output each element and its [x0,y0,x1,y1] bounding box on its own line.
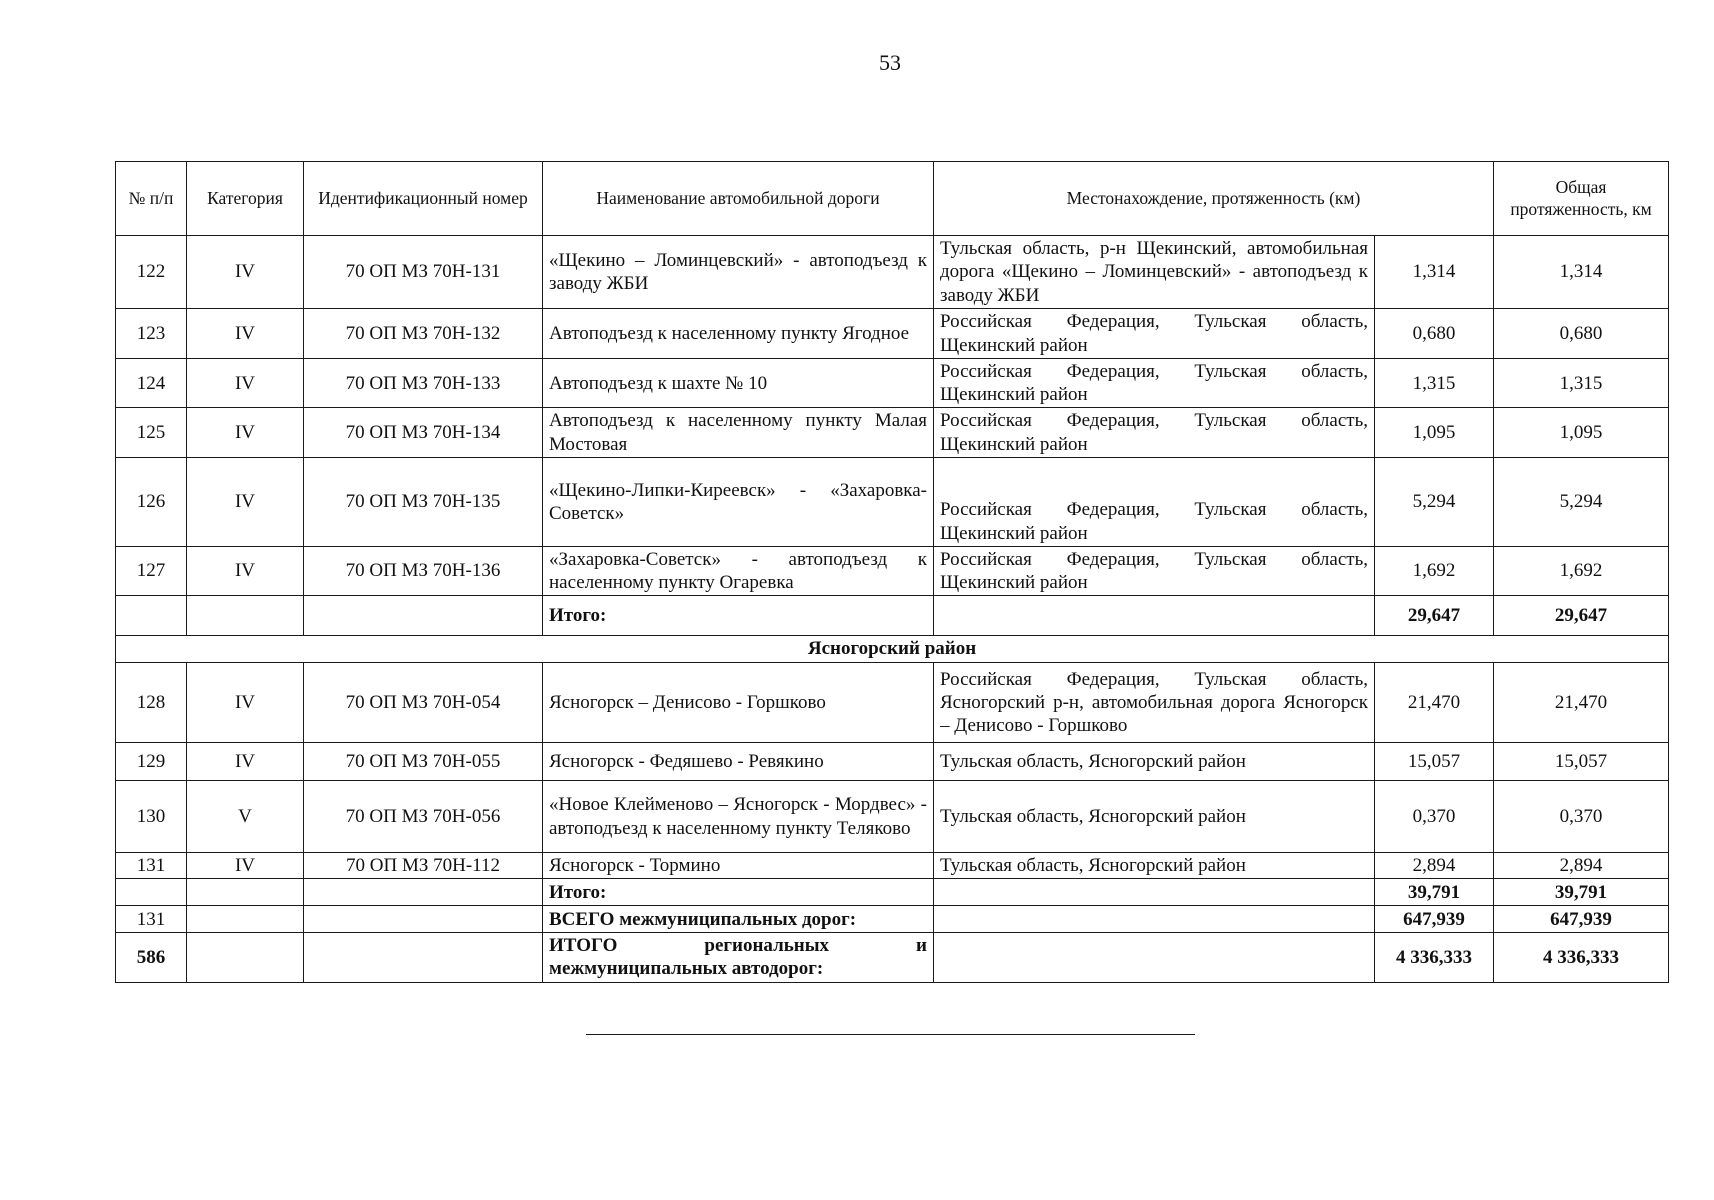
table-row [116,546,1669,595]
row-length: 0,370 [1375,781,1494,853]
table-row [116,457,1669,546]
row-id: 70 ОП МЗ 70Н-131 [304,236,543,309]
row-length: 15,057 [1375,743,1494,781]
row-category: IV [187,853,304,879]
row-total: 1,314 [1494,236,1669,309]
row-location: Российская Федерация, Тульская область, Щекинский район [934,457,1375,546]
row-category: IV [187,546,304,595]
row-total: 5,294 [1494,457,1669,546]
grand-inter-number: 131 [116,906,187,933]
row-number: 123 [116,309,187,359]
grand-all-label: ИТОГО региональных и межмуниципальных автодорог: [543,933,934,982]
subtotal-total: 39,791 [1494,879,1669,906]
row-total: 1,095 [1494,408,1669,457]
col-header-num: № п/п [116,162,187,236]
row-category: IV [187,743,304,781]
row-location: Российская Федерация, Тульская область, Щекинский район [934,546,1375,595]
row-id: 70 ОП МЗ 70Н-132 [304,309,543,359]
district-title: Ясногорский район [116,636,1669,663]
row-category: IV [187,457,304,546]
row-total: 15,057 [1494,743,1669,781]
col-header-location: Местонахождение, протяженность (км) [934,162,1494,236]
col-header-name: Наименование автомобильной дороги [543,162,934,236]
grand-inter-total: 647,939 [1494,906,1669,933]
row-category: IV [187,408,304,457]
table-row [116,781,1669,853]
row-number: 127 [116,546,187,595]
row-road-name: Ясногорск – Денисово - Горшково [543,663,934,743]
grand-all-total: 4 336,333 [1494,933,1669,982]
grand-all-number: 586 [116,933,187,982]
row-location: Тульская область, Ясногорский район [934,743,1375,781]
row-length: 1,314 [1375,236,1494,309]
row-length: 21,470 [1375,663,1494,743]
row-total: 0,680 [1494,309,1669,359]
row-location: Тульская область, Ясногорский район [934,781,1375,853]
row-length: 1,692 [1375,546,1494,595]
subtotal-label: Итого: [543,879,934,906]
row-length: 1,095 [1375,408,1494,457]
row-road-name: «Захаровка-Советск» - автоподъезд к населенному пункту Огаревка [543,546,934,595]
grand-total-all-row [116,933,1669,982]
subtotal-label: Итого: [543,596,934,636]
row-road-name: Автоподъезд к населенному пункту Малая Мостовая [543,408,934,457]
row-length: 5,294 [1375,457,1494,546]
row-category: IV [187,236,304,309]
row-id: 70 ОП МЗ 70Н-055 [304,743,543,781]
table-row [116,853,1669,879]
table-header-row [116,162,1669,236]
row-road-name: Автоподъезд к населенному пункту Ягодное [543,309,934,359]
grand-inter-label: ВСЕГО межмуниципальных дорог: [543,906,934,933]
row-total: 0,370 [1494,781,1669,853]
row-length: 2,894 [1375,853,1494,879]
row-category: IV [187,663,304,743]
row-category: IV [187,309,304,359]
row-number: 124 [116,359,187,408]
row-id: 70 ОП МЗ 70Н-056 [304,781,543,853]
footer-divider [586,1034,1195,1035]
subtotal-length: 29,647 [1375,596,1494,636]
grand-all-length: 4 336,333 [1375,933,1494,982]
page-number: 53 [879,50,901,75]
row-location: Тульская область, р-н Щекинский, автомобильная дорога «Щекино – Ломинцевский» - автоподъезд к заводу ЖБИ [934,236,1375,309]
grand-inter-length: 647,939 [1375,906,1494,933]
row-location: Российская Федерация, Тульская область, Щекинский район [934,309,1375,359]
row-road-name: «Щекино – Ломинцевский» - автоподъезд к заводу ЖБИ [543,236,934,309]
row-number: 126 [116,457,187,546]
subtotal-row [116,596,1669,636]
row-number: 130 [116,781,187,853]
col-header-id: Идентификационный номер [304,162,543,236]
row-road-name: Автоподъезд к шахте № 10 [543,359,934,408]
table-row [116,359,1669,408]
row-number: 122 [116,236,187,309]
row-id: 70 ОП МЗ 70Н-135 [304,457,543,546]
row-road-name: Ясногорск - Тормино [543,853,934,879]
subtotal-length: 39,791 [1375,879,1494,906]
table-row [116,743,1669,781]
row-category: V [187,781,304,853]
row-total: 1,692 [1494,546,1669,595]
row-total: 1,315 [1494,359,1669,408]
subtotal-row [116,879,1669,906]
row-number: 128 [116,663,187,743]
row-number: 125 [116,408,187,457]
row-length: 0,680 [1375,309,1494,359]
row-road-name: «Новое Клейменово – Ясногорск - Мордвес» - автоподъезд к населенному пункту Теляково [543,781,934,853]
roads-table [115,161,1669,983]
grand-total-intermunicipal-row [116,906,1669,933]
row-location: Российская Федерация, Тульская область, Ясногорский р-н, автомобильная дорога Ясногорск – Денисово - Горшково [934,663,1375,743]
row-id: 70 ОП МЗ 70Н-136 [304,546,543,595]
row-road-name: Ясногорск - Федяшево - Ревякино [543,743,934,781]
row-id: 70 ОП МЗ 70Н-112 [304,853,543,879]
row-location: Российская Федерация, Тульская область, Щекинский район [934,408,1375,457]
subtotal-total: 29,647 [1494,596,1669,636]
row-id: 70 ОП МЗ 70Н-134 [304,408,543,457]
row-road-name: «Щекино-Липки-Киреевск» - «Захаровка-Советск» [543,457,934,546]
row-length: 1,315 [1375,359,1494,408]
table-row [116,309,1669,359]
row-number: 131 [116,853,187,879]
row-total: 2,894 [1494,853,1669,879]
table-row [116,408,1669,457]
row-id: 70 ОП МЗ 70Н-054 [304,663,543,743]
table-row [116,236,1669,309]
row-category: IV [187,359,304,408]
table-row [116,663,1669,743]
row-location: Тульская область, Ясногорский район [934,853,1375,879]
row-id: 70 ОП МЗ 70Н-133 [304,359,543,408]
col-header-total: Общая протяженность, км [1494,162,1669,236]
row-location: Российская Федерация, Тульская область, Щекинский район [934,359,1375,408]
row-number: 129 [116,743,187,781]
row-total: 21,470 [1494,663,1669,743]
district-row [116,636,1669,663]
col-header-category: Категория [187,162,304,236]
